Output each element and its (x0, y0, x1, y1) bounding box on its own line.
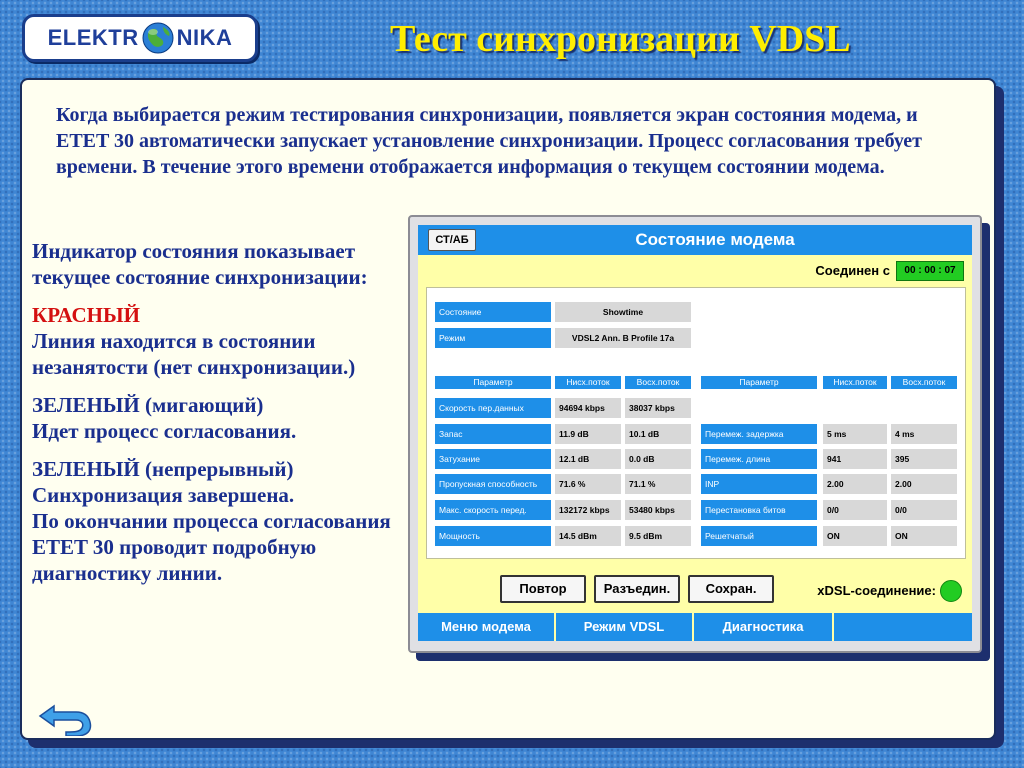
row-up: ON (891, 526, 957, 546)
row-down: 5 ms (823, 424, 887, 444)
row-down: 14.5 dBm (555, 526, 621, 546)
mode-label: Режим (435, 328, 551, 348)
connected-timer: 00 : 00 : 07 (896, 261, 964, 281)
ctab-button[interactable]: СТ/АБ (428, 229, 476, 251)
row-label: Решетчатый (701, 526, 817, 546)
row-up: 71.1 % (625, 474, 691, 494)
xdsl-connection-label: xDSL-соединение: (817, 583, 936, 598)
slide-title: Тест синхронизации VDSL (390, 18, 851, 60)
row-up: 53480 kbps (625, 500, 691, 520)
nav-empty-slot[interactable] (834, 613, 972, 641)
back-arrow-icon[interactable] (36, 702, 92, 736)
row-label: INP (701, 474, 817, 494)
row-up: 9.5 dBm (625, 526, 691, 546)
save-button[interactable]: Сохран. (688, 575, 774, 603)
legend-red (32, 302, 412, 380)
disconnect-button[interactable]: Разъедин. (594, 575, 680, 603)
row-down: ON (823, 526, 887, 546)
modem-content-area (426, 287, 966, 559)
legend-green-solid-desc2: По окончании процесса согласования ETET 30 проводит подробную диагностику линии. (32, 509, 391, 585)
row-label: Запас (435, 424, 551, 444)
row-down: 132172 kbps (555, 500, 621, 520)
globe-icon (141, 21, 175, 55)
nav-diagnostics[interactable]: Диагностика (694, 613, 834, 641)
legend-green-blink-title: ЗЕЛЕНЫЙ (мигающий) (32, 393, 264, 417)
main-panel (20, 78, 996, 740)
logo-text-left: ELEKTR (47, 25, 139, 50)
nav-vdsl-mode[interactable]: Режим VDSL (556, 613, 694, 641)
legend-red-title: КРАСНЫЙ (32, 303, 140, 327)
repeat-button[interactable]: Повтор (500, 575, 586, 603)
mode-value: VDSL2 Ann. B Profile 17a (555, 328, 691, 348)
row-down: 12.1 dB (555, 449, 621, 469)
state-value: Showtime (555, 302, 691, 322)
row-up: 38037 kbps (625, 398, 691, 418)
modem-status-screen (418, 225, 972, 641)
row-up: 2.00 (891, 474, 957, 494)
screen-header (418, 225, 972, 255)
legend-red-desc: Линия находится в состоянии незанятости (нет синхронизации.) (32, 329, 356, 379)
xdsl-status-led (940, 580, 962, 602)
status-legend (32, 238, 412, 598)
legend-green-blink (32, 392, 412, 444)
row-label: Скорость пер.данных (435, 398, 551, 418)
right-col-param: Параметр (701, 376, 817, 389)
row-down: 2.00 (823, 474, 887, 494)
legend-intro: Индикатор состояния показывает текущее состояние синхронизации: (32, 239, 368, 289)
row-label: Макс. скорость перед. (435, 500, 551, 520)
left-col-param: Параметр (435, 376, 551, 389)
row-label: Перестановка битов (701, 500, 817, 520)
row-label: Мощность (435, 526, 551, 546)
connected-label: Соединен с (815, 263, 890, 278)
row-label: Пропускная способность (435, 474, 551, 494)
row-up: 0.0 dB (625, 449, 691, 469)
elektronika-logo (22, 14, 258, 62)
nav-modem-menu[interactable]: Меню модема (418, 613, 556, 641)
row-down: 94694 kbps (555, 398, 621, 418)
left-col-up: Восх.поток (625, 376, 691, 389)
row-up: 0/0 (891, 500, 957, 520)
row-label: Затухание (435, 449, 551, 469)
row-down: 941 (823, 449, 887, 469)
legend-green-solid-title: ЗЕЛЕНЫЙ (непрерывный) (32, 457, 294, 481)
row-up: 10.1 dB (625, 424, 691, 444)
screen-title: Состояние модема (635, 230, 795, 249)
row-down: 11.9 dB (555, 424, 621, 444)
legend-green-solid-desc1: Синхронизация завершена. (32, 483, 295, 507)
legend-green-solid (32, 456, 412, 586)
bottom-nav (418, 613, 972, 641)
row-label: Перемеж. задержка (701, 424, 817, 444)
state-label: Состояние (435, 302, 551, 322)
row-down: 0/0 (823, 500, 887, 520)
left-col-down: Нисх.поток (555, 376, 621, 389)
legend-green-blink-desc: Идет процесс согласования. (32, 419, 297, 443)
logo-text-right: NIKA (176, 25, 233, 50)
right-col-down: Нисх.поток (823, 376, 887, 389)
device-screenshot-frame (408, 215, 982, 653)
row-up: 4 ms (891, 424, 957, 444)
row-down: 71.6 % (555, 474, 621, 494)
right-col-up: Восх.поток (891, 376, 957, 389)
row-label: Перемеж. длина (701, 449, 817, 469)
intro-text: Когда выбирается режим тестирования синхронизации, появляется экран состояния модема, и ETET 30 автоматически запускает установление синхронизации. Процесс согласования требует времени. В течение этого времени отображается информация о текущем состоянии модема. (56, 104, 922, 178)
row-up: 395 (891, 449, 957, 469)
